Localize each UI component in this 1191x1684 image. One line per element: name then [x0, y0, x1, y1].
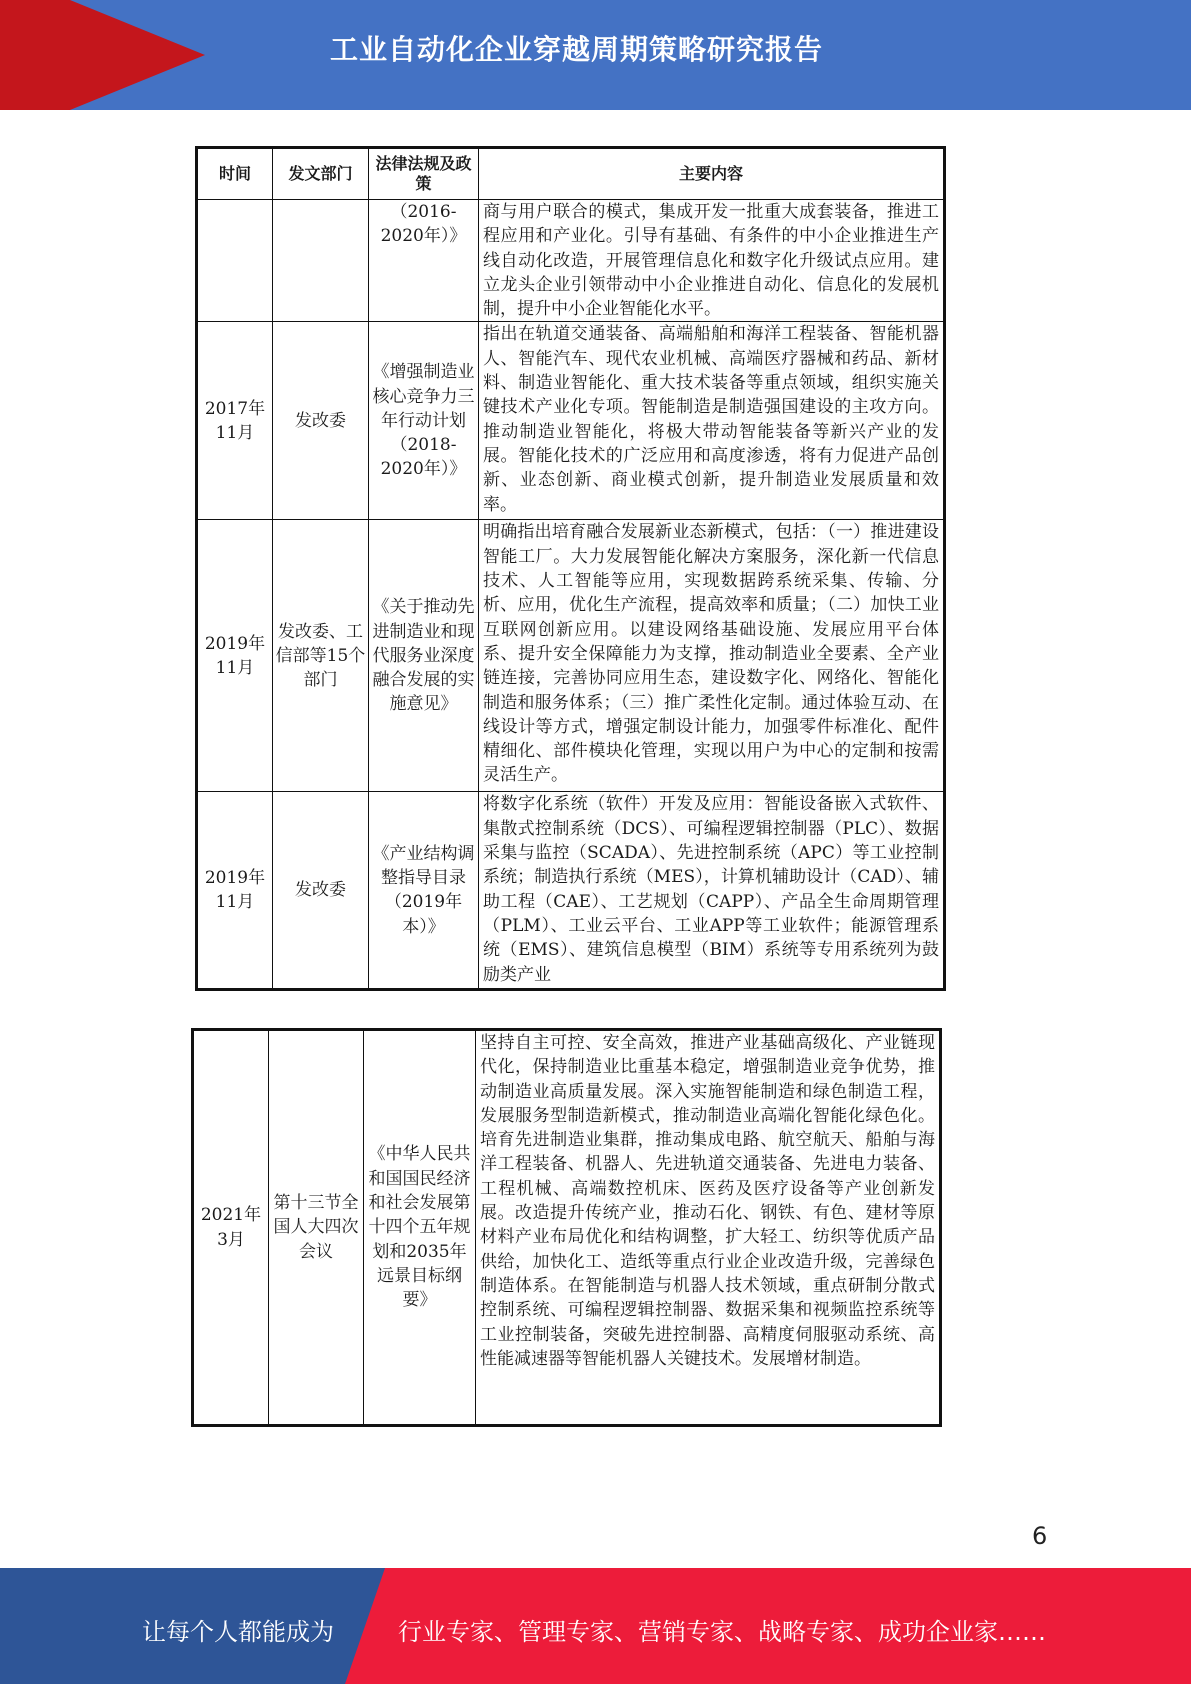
policy-table-part2: [191, 1028, 942, 1427]
cell-dept: [273, 200, 369, 322]
page-header: [0, 0, 1191, 110]
table-row: [197, 520, 945, 792]
table-row: [193, 1030, 941, 1426]
header-red-block: [0, 0, 70, 110]
report-title: 工业自动化企业穿越周期策略研究报告: [330, 33, 824, 66]
cell-law: （2016-2020年）》: [369, 200, 479, 322]
cell-law: 《产业结构调整指导目录（2019年本）》: [369, 792, 479, 990]
policy-table-part1: [195, 146, 946, 991]
cell-dept: 第十三节全国人大四次会议: [269, 1030, 364, 1426]
column-header-law: 法律法规及政策: [369, 148, 479, 200]
footer-slogan-right: 行业专家、管理专家、营销专家、战略专家、成功企业家……: [398, 1618, 1046, 1646]
cell-content: 坚持自主可控、安全高效，推进产业基础高级化、产业链现代化，保持制造业比重基本稳定，增强制造业竞争优势，推动制造业高质量发展。深入实施智能制造和绿色制造工程，发展服务型制造新模式，推动制造业高端化智能化绿色化。培育先进制造业集群，推动集成电路、航空航天、船舶与海洋工程装备、机器人、先进轨道交通装备、先进电力装备、工程机械、高端数控机床、医药及医疗设备等产业创新发展。改造提升传统产业，推动石化、钢铁、有色、建材等原材料产业布局优化和结构调整，扩大轻工、纺织等优质产品供给，加快化工、造纸等重点行业企业改造升级，完善绿色制造体系。在智能制造与机器人技术领域，重点研制分散式控制系统、可编程逻辑控制器、数据采集和视频监控系统等工业控制装备，突破先进控制器、高精度伺服驱动系统、高性能减速器等智能机器人关键技术。发展增材制造。: [476, 1030, 941, 1426]
cell-content: 指出在轨道交通装备、高端船舶和海洋工程装备、智能机器人、智能汽车、现代农业机械、高端医疗器械和药品、新材料、制造业智能化、重大技术装备等重点领域，组织实施关键技术产业化专项。智能制造是制造强国建设的主攻方向。推动制造业智能化，将极大带动智能装备等新兴产业的发展。智能化技术的广泛应用和高度渗透，将有力促进产品创新、业态创新、商业模式创新，提升制造业发展质量和效率。: [479, 322, 945, 520]
cell-law: 《关于推动先进制造业和现代服务业深度融合发展的实施意见》: [369, 520, 479, 792]
cell-time: 2019年11月: [197, 792, 273, 990]
column-header-content: 主要内容: [479, 148, 945, 200]
cell-time: 2017年11月: [197, 322, 273, 520]
cell-content: 明确指出培育融合发展新业态新模式，包括：（一）推进建设智能工厂。大力发展智能化解决方案服务，深化新一代信息技术、人工智能等应用，实现数据跨系统采集、传输、分析、应用，优化生产流程，提高效率和质量；（二）加快工业互联网创新应用。以建设网络基础设施、发展应用平台体系、提升安全保障能力为支撑，推动制造业全要素、全产业链连接，完善协同应用生态，建设数字化、网络化、智能化制造和服务体系；（三）推广柔性化定制。通过体验互动、在线设计等方式，增强定制设计能力，加强零件标准化、配件精细化、部件模块化管理，实现以用户为中心的定制和按需灵活生产。: [479, 520, 945, 792]
table-row: [197, 792, 945, 990]
cell-content: 将数字化系统（软件）开发及应用：智能设备嵌入式软件、集散式控制系统（DCS）、可编程逻辑控制器（PLC）、数据采集与监控（SCADA）、先进控制系统（APC）等工业控制系统；制造执行系统（MES），计算机辅助设计（CAD）、辅助工程（CAE）、工艺规划（CAPP）、产品全生命周期管理（PLM）、工业云平台、工业APP等工业软件；能源管理系统（EMS）、建筑信息模型（BIM）系统等专用系统列为鼓励类产业: [479, 792, 945, 990]
page-footer: [0, 1568, 1191, 1684]
footer-blue-slant: [345, 1568, 385, 1684]
cell-dept: 发改委: [273, 322, 369, 520]
cell-time: 2019年11月: [197, 520, 273, 792]
cell-content: 商与用户联合的模式，集成开发一批重大成套装备，推进工程应用和产业化。引导有基础、有条件的中小企业推进生产线自动化改造，开展管理信息化和数字化升级试点应用。建立龙头企业引领带动中小企业推进自动化、信息化的发展机制，提升中小企业智能化水平。: [479, 200, 945, 322]
cell-dept: 发改委: [273, 792, 369, 990]
footer-slogan-left: 让每个人都能成为: [142, 1618, 334, 1646]
cell-law: 《增强制造业核心竞争力三年行动计划（2018-2020年）》: [369, 322, 479, 520]
cell-law: 《中华人民共和国国民经济和社会发展第十四个五年规划和2035年远景目标纲要》: [364, 1030, 476, 1426]
column-header-time: 时间: [197, 148, 273, 200]
cell-time: [197, 200, 273, 322]
page-number: 6: [1032, 1522, 1048, 1550]
header-chevron-red: [70, 0, 205, 110]
cell-time: 2021年3月: [193, 1030, 269, 1426]
table-header-row: [197, 148, 945, 200]
cell-dept: 发改委、工信部等15个部门: [273, 520, 369, 792]
table-row: [197, 200, 945, 322]
column-header-dept: 发文部门: [273, 148, 369, 200]
table-row: [197, 322, 945, 520]
